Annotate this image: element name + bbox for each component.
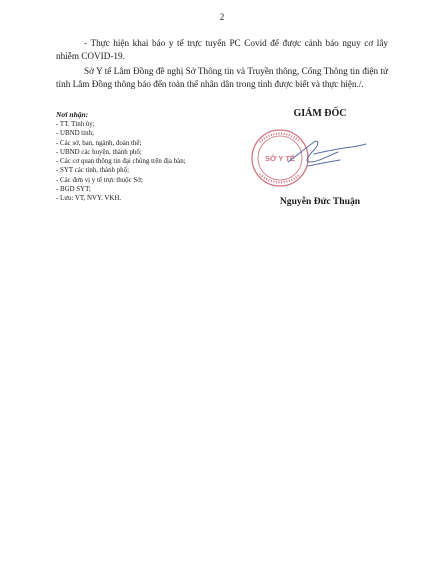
recipient-item: - SYT các tỉnh, thành phố;: [56, 167, 129, 175]
recipient-item: - Các sở, ban, ngành, đoàn thể;: [56, 139, 142, 147]
signer-position: GIÁM ĐỐC: [293, 108, 347, 119]
recipient-item: - UBND tỉnh;: [56, 130, 94, 138]
body-paragraph-1: - Thực hiện khai báo y tế trực tuyến PC Covid để được cảnh báo nguy cơ lây nhiễm COVID-19.: [56, 38, 388, 61]
official-seal: [252, 130, 308, 186]
recipient-item: - Các cơ quan thông tin đại chúng trên địa bàn;: [56, 158, 186, 166]
handwritten-signature: [288, 141, 366, 166]
recipient-item: - Các đơn vị y tế trực thuộc Sở;: [56, 176, 143, 184]
recipient-item: - TT. Tỉnh ủy;: [56, 121, 95, 128]
recipient-item: - BGD SYT;: [56, 186, 91, 194]
recipients-block: [56, 110, 256, 204]
page-number: 2: [219, 12, 225, 22]
recipient-item: - Lưu: VT, NVY. VKH.: [56, 195, 122, 203]
recipient-item: - UBND các huyện, thành phố;: [56, 148, 142, 156]
recipients-list: [56, 120, 256, 204]
signature-block: [248, 106, 392, 216]
signer-name: Nguyễn Đức Thuận: [279, 196, 361, 207]
body-paragraph-2: Sở Y tế Lâm Đồng đề nghị Sở Thông tin và Truyền thông, Cổng Thông tin điện tử tỉnh Lâm Đồng thông báo đến toàn thể nhân dân trong tỉnh được biết và thực hiện./.: [56, 66, 388, 89]
official-seal-and-signature: [248, 122, 392, 194]
seal-text: SỞ Y TẾ: [265, 154, 295, 163]
recipients-title: Nơi nhận:: [56, 110, 89, 119]
